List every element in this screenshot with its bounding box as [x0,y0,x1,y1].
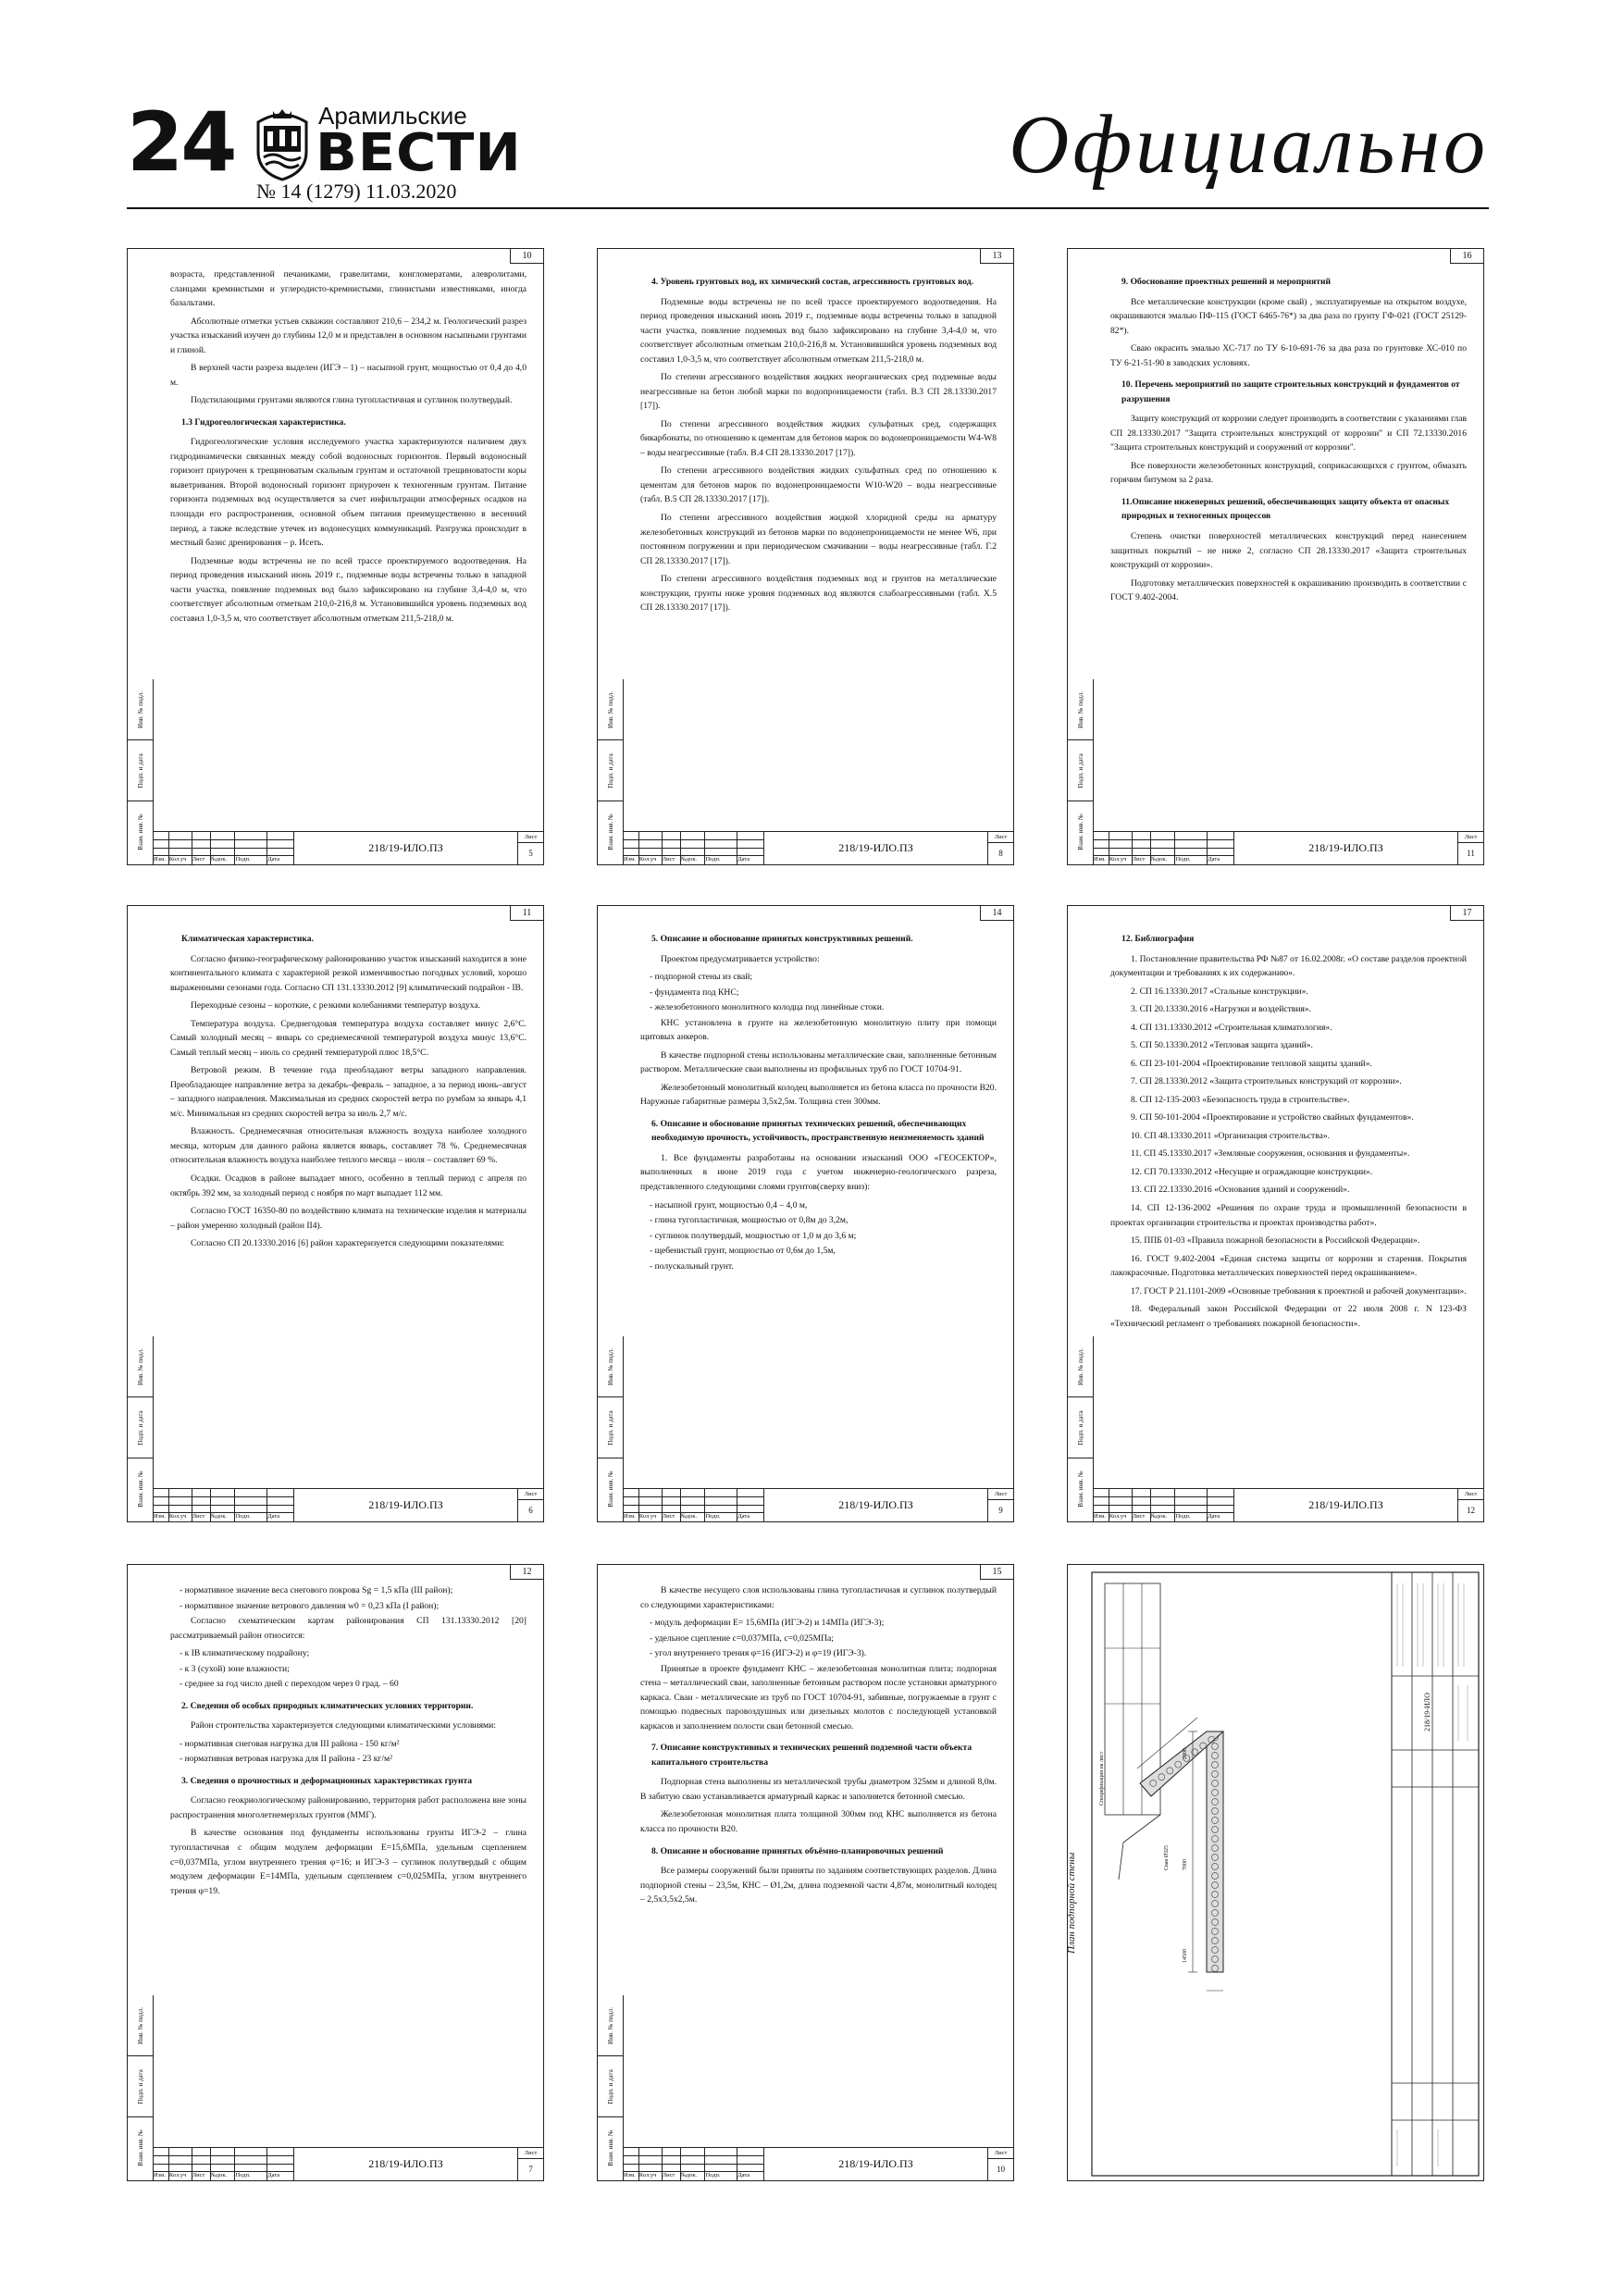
title-block-label: Изм. [624,1513,639,1521]
paragraph: 9. СП 50-101-2004 «Проектирование и устройство свайных фундаментов». [1131,1112,1414,1123]
document-sheet [1067,248,1484,865]
brand-top: Арамильские [318,102,467,130]
title-block-label: Дата [1208,1513,1220,1520]
paragraph: 14. СП 12-136-2002 «Решения по охране труда и промышленной безопасности в проектах организации строительства и проектах производства работ». [1110,1202,1467,1228]
side-strip-cell [128,801,153,863]
paragraph: 4. СП 131.13330.2012 «Строительная климатология». [1131,1022,1332,1033]
side-strip-label: Взам. инв. № [136,2129,144,2166]
paragraph: Подземные воды встречены не по всей трассе проектируемого водоотведения. На период проведения изысканий июнь 2019 г., подземные воды встречены только в западной части участка, появление подземных вод было зафиксировано на глубине 3,4-4,0 м, что соответствует абсолютным отметкам 210,0-216,8 м. Установившийся уровень подземных вод составил 1,0-3,5 м, что соответствует абсолютным отметкам 211,5-218,0 м. [640,296,997,365]
paragraph: В качестве основания под фундаменты использованы грунты ИГЭ-2 – глина тугопластичная с общим модулем деформации Е=15,6МПа, удельным сцеплением с=0,037МПа, углом внутреннего трения φ=16; и ИГЭ-3 – суглинок полутвердый с общим модулем деформации Е=14МПа, удельным сцеплением с=0,025МПа, углом внутреннего трения φ=19. [170,1828,527,1896]
paragraph: Влажность. Среднемесячная относительная влажность воздуха наиболее холодного месяца, которым для данного района является январь, составляет 78 %. Среднемесячная относительная влажность воздуха наиболее теплого месяца – июля – составляет 69 %. [170,1126,527,1166]
document-code: 218/19-ИЛО.ПЗ [838,2157,913,2170]
paragraph: - угол внутреннего трения φ=16 (ИГЭ-2) и φ=19 (ИГЭ-3). [650,1648,867,1659]
paragraph: - насыпной грунт, мощностью 0,4 – 4,0 м, [650,1199,808,1210]
sheet-side-strip [128,1995,154,2180]
paragraph: - удельное сцепление с=0,037МПа, с=0,025МПа; [650,1632,834,1644]
side-strip-label: Инв. № подл. [1076,1347,1084,1385]
section-heading: 9. Обоснование проектных решений и мероприятий [1121,277,1332,287]
paragraph: Подземные воды встречены не по всей трассе проектируемого водоотведения. На период проведения изысканий июнь 2019 г., подземные воды встречены только в западной части участка, появление подземных вод было зафиксировано на глубине 3,4-4,0 м, что соответствует абсолютным отметкам 210,0-216,8 м. Установившийся уровень подземных вод составил 1,0-3,5 м, что соответствует абсолютным отметкам 211,5-218,0 м. [170,555,527,624]
paragraph: 15. ППБ 01-03 «Правила пожарной безопасности в Российской Федерации». [1131,1235,1420,1247]
document-sheet [597,248,1014,865]
title-block-label: Лист [1133,856,1151,864]
section-heading: 8. Описание и обоснование принятых объёмно-планировочных решений [651,1845,944,1856]
paragraph: - суглинок полутвердый, мощностью от 1,0 м до 3,6 м; [650,1230,857,1241]
side-strip-label: Инв. № подл. [1076,690,1084,728]
title-block-label: Дата [737,2172,750,2179]
paragraph: - нормативная снеговая нагрузка для III района - 150 кг/м² [180,1738,400,1749]
paragraph: - к IВ климатическому подрайону; [180,1648,310,1659]
paragraph: 11. СП 45.13330.2017 «Земляные сооружения, основания и фундаменты». [1131,1148,1410,1160]
title-block-label: №док. [681,2172,706,2180]
section-heading: Климатическая характеристика. [181,934,314,944]
paragraph: В верхней части разреза выделен (ИГЭ – 1) – насыпной грунт, мощностью от 0,4 до 4,0 м. [170,363,527,388]
title-block-label: Лист [1133,1513,1151,1521]
sheet-text [640,925,997,1481]
title-block-label: Лист [663,2172,681,2180]
section-heading: 4. Уровень грунтовых вод, их химический состав, агрессивность грунтовых вод. [651,277,974,287]
drawing-plan-label: План подпорной стены [1066,1852,1077,1954]
masthead [127,96,1489,207]
title-block-grid [624,1489,764,1521]
paragraph: - подпорной стены из свай; [650,972,753,983]
title-block-label: Изм. [154,856,169,864]
title-block-label: №док. [211,1513,236,1521]
paragraph: Подпорная стена выполнены из металлической трубы диаметром 325мм и длиной 8,0м. В забитую сваю устанавливается арматурный каркас и заполняется бетонной смесью. [640,1777,997,1802]
title-block-label: Лист [663,856,681,864]
side-strip-cell [598,1458,623,1520]
paragraph: 1. Постановление правительства РФ №87 от 16.02.2008г. «О составе разделов проектной документации и требованиях к их содержанию». [1110,953,1467,979]
side-strip-cell [128,2056,153,2117]
paragraph: - щебенистый грунт, мощностью от 0,6м до 1,5м, [650,1246,836,1257]
paragraph: 3. СП 20.13330.2016 «Нагрузки и воздействия». [1131,1004,1312,1015]
paragraph: Все размеры сооружений были приняты по заданиям соответствующих разделов. Длина подпорной стены – 23,5м, КНС – Ø1,2м, длина подземной части 4,87м, монолитный колодец – 2,5х3,5х2,5м. [640,1866,997,1905]
sheet-number-box [517,2148,543,2180]
title-block-label: Подп. [235,856,267,864]
section-heading: 5. Описание и обоснование принятых конструктивных решений. [651,934,913,944]
sheet-stamp-number: 17 [1450,906,1483,921]
sheet-stamp-number: 16 [1450,249,1483,264]
side-strip-cell [1068,801,1093,863]
paragraph: - глина тугопластичная, мощностью от 0,8м до 3,2м, [650,1215,849,1226]
side-strip-cell [598,2117,623,2178]
paragraph: Температура воздуха. Среднегодовая температура воздуха составляет минус 2,6°С. Самый холодный месяц – январь со среднемесячной температурой воздуха минус 13,6°С. Самый теплый месяц – июль со средней температурой плюс 18,5°С. [170,1018,527,1058]
sheet-text [640,267,997,824]
paragraph: Степень очистки поверхностей металлических конструкций перед нанесением защитных покрытий – не ниже 2, согласно СП 28.13330.2017 «Защита строительных конструкций от коррозии». [1110,530,1467,571]
title-block-label: Кол.уч [639,1513,663,1521]
title-block-label: №док. [1151,856,1176,864]
sheet-side-strip [128,1336,154,1521]
document-code: 218/19-ИЛО.ПЗ [1308,1498,1383,1511]
sheet-number: 8 [998,849,1003,858]
paragraph: 12. СП 70.13330.2012 «Несущие и ограждающие конструкции». [1131,1166,1373,1177]
paragraph: Район строительства характеризуется следующими климатическими условиями: [191,1720,496,1731]
town-emblem-icon [254,105,310,181]
paragraph: 2. СП 16.13330.2017 «Стальные конструкции». [1131,986,1308,997]
title-block-label: Лист [192,1513,211,1521]
paragraph: Согласно СП 20.13330.2016 [6] район характеризуется следующими показателями: [191,1238,505,1249]
document-code: 218/19-ИЛО.ПЗ [368,841,443,854]
sheet-number: 12 [1467,1506,1475,1515]
title-block [1094,831,1483,864]
sheet-number-box [987,1489,1013,1521]
side-strip-label: Инв. № подл. [136,2006,144,2044]
sheet-text [170,1583,527,2140]
title-block-label: №док. [681,856,706,864]
sheet-frame [154,1565,543,2180]
side-strip-cell [598,1397,623,1458]
title-block-grid [624,832,764,864]
title-block-label: №док. [211,856,236,864]
paragraph: Осадки. Осадков в районе выпадает много, особенно в теплый период с апреля по октябрь 392 мм, за холодный период с ноября по март выпадает 112 мм. [170,1173,527,1198]
paragraph: Подстилающими грунтами являются глина тугопластичная и суглинок полутвердый. [191,395,513,406]
sheet-number-box [987,2148,1013,2180]
side-strip-cell [598,801,623,863]
paragraph: Согласно схематическим картам районирования СП 131.13330.2012 [20] рассматриваемый район относится: [170,1616,527,1641]
paragraph: Защиту конструкций от коррозии следует производить в соответствии с указаниями глав СП 28.13330.2017 "Защита строительных конструкций от коррозии" и СП 72.13330.2016 "Защита строительных конструкций и сооружений от коррозии". [1110,414,1467,453]
title-block-label: Изм. [1094,1513,1109,1521]
title-block-label: Кол.уч [1109,856,1133,864]
side-strip-cell [598,1336,623,1397]
title-block-label: Подп. [705,1513,737,1521]
side-strip-label: Подп. и дата [606,752,614,788]
side-strip-label: Подп. и дата [136,1409,144,1446]
paragraph: - среднее за год число дней с переходом через 0 град. – 60 [180,1679,399,1690]
title-block-label: Изм. [154,1513,169,1521]
paragraph: Проектом предусматривается устройство: [661,953,820,964]
paragraph: КНС установлена в грунте на железобетонную монолитную плиту при помощи щитовых анкеров. [640,1017,997,1043]
title-block-label: Кол.уч [169,2172,192,2180]
paragraph: - полускальный грунт. [650,1260,734,1272]
document-sheet [1067,905,1484,1522]
sheet-frame [154,906,543,1521]
title-block-grid [154,832,294,864]
title-block-label: Изм. [624,856,639,864]
side-strip-cell [1068,1458,1093,1520]
side-strip-cell [128,1458,153,1520]
sheet-text [1110,925,1467,1481]
paragraph: 8. СП 12-135-2003 «Безопасность труда в строительстве». [1131,1094,1350,1105]
sheet-label: Лист [988,832,1013,843]
side-strip-label: Взам. инв. № [1076,813,1084,850]
title-block-label: Изм. [624,2172,639,2180]
sheet-label: Лист [1458,832,1483,843]
side-strip-label: Подп. и дата [1076,1409,1084,1446]
title-block-label: Подп. [235,1513,267,1521]
sheet-number: 11 [1467,849,1475,858]
paragraph: 6. СП 23-101-2004 «Проектирование тепловой защиты зданий». [1131,1058,1372,1069]
title-block [1094,1488,1483,1521]
paragraph: Все металлические конструкции (кроме свай) , эксплуатируемые на открытом воздухе, окрашиваются эмалью ПФ-115 (ГОСТ 6465-76*) за два раза по грунту ГФ-021 (ГОСТ 25129-82*). [1110,296,1467,336]
title-block-label: Подп. [1175,1513,1208,1521]
side-strip-cell [128,2117,153,2178]
paragraph: - фундамента под КНС; [650,987,739,998]
side-strip-cell [1068,740,1093,801]
document-code: 218/19-ИЛО.ПЗ [838,841,913,854]
paragraph: 18. Федеральный закон Российской Федерации от 22 июля 2008 г. N 123-ФЗ «Технический регламент о требованиях пожарной безопасности». [1110,1304,1467,1329]
side-strip-cell [128,1995,153,2056]
sheet-number-box [517,832,543,864]
side-strip-label: Подп. и дата [136,2068,144,2104]
side-strip-cell [598,740,623,801]
title-block-grid [154,2148,294,2180]
section-heading: 6. Описание и обоснование принятых технических решений, обеспечивающих необходимую прочность, устойчивость, пространственную неизменяемость зданий [651,1118,985,1144]
paragraph: Согласно геокриологическому районированию, территория работ расположена вне зоны распространения многолетнемерзлых грунтов (ММГ). [170,1795,527,1820]
document-sheet [127,1564,544,2181]
title-block-label: Лист [192,856,211,864]
title-block-grid [624,2148,764,2180]
sheet-number: 7 [528,2165,533,2174]
paragraph: В качестве подпорной стены использованы металлические сваи, заполненные бетонным раствором. Металлические сваи выполнены из профильных труб по ГОСТ 10704-91. [640,1049,997,1075]
paragraph: По степени агрессивного воздействия жидкой хлоридной среды на арматуру железобетонных конструкций из бетонов марки по водонепроницаемости не менее W6, при постоянном погружении и при периодическом смачивании – воды неагрессивные (табл. Г.2 СП 28.13330.2017 [17]). [640,512,997,566]
side-strip-label: Инв. № подл. [606,690,614,728]
paragraph: Сваю окрасить эмалью ХС-717 по ТУ 6-10-691-76 за два раза по грунтовке ХС-010 по ТУ 6-21-51-90 в заводских условиях. [1110,343,1467,368]
brand-main: ВЕСТИ [316,123,522,183]
side-strip-cell [128,1397,153,1458]
drawing-stamp-code: 218/19-ИЛО [1423,1693,1431,1731]
sheet-frame [154,249,543,864]
paragraph: 5. СП 50.13330.2012 «Тепловая защита зданий». [1131,1040,1313,1051]
drawing-sheet [1067,1564,1484,2181]
section-heading: 2. Сведения об особых природных климатических условиях территории. [181,1700,474,1711]
title-block-label: Подп. [235,2172,267,2180]
side-strip-label: Взам. инв. № [136,813,144,850]
side-strip-cell [598,679,623,740]
sheet-label: Лист [988,2148,1013,2159]
side-strip-cell [128,679,153,740]
title-block-label: Дата [737,1513,750,1520]
paragraph: Переходные сезоны – короткие, с резкими колебаниями температур воздуха. [191,1000,481,1011]
paragraph: Абсолютные отметки устьев скважин составляют 210,6 – 234,2 м. Геологический разрез участка изысканий изучен до глубины 12,0 м и представлен в основном насыпными грунтами и глиной. [170,316,527,355]
paragraph: 17. ГОСТ Р 21.1101-2009 «Основные требования к проектной и рабочей документации». [1131,1285,1467,1297]
paragraph: 13. СП 22.13330.2016 «Основания зданий и сооружений». [1131,1185,1350,1196]
side-strip-label: Инв. № подл. [136,1347,144,1385]
retaining-wall-plan [1068,1565,1485,2182]
sheet-frame [1094,906,1483,1521]
side-strip-cell [128,1336,153,1397]
section-heading: 7. Описание конструктивных и технических решений подземной части объекта капитального строительства [651,1743,973,1768]
paragraph: По степени агрессивного воздействия жидких сульфатных сред, содержащих бикарбонаты, по отношению к цементам для бетонов марок по водонепроницаемости W4-W8 – воды неагрессивные (табл. В.4 СП 28.13330.2017 [17]). [640,418,997,458]
title-block-grid [1094,1489,1234,1521]
side-strip-label: Инв. № подл. [136,690,144,728]
title-block [624,831,1013,864]
side-strip-cell [1068,1397,1093,1458]
sheet-stamp-number: 14 [980,906,1013,921]
sheet-number: 5 [528,849,533,858]
drawing-pile-label: Свая Ø325 [1164,1844,1170,1870]
section-heading: 11.Описание инженерных решений, обеспечивающих защиту объекта от опасных природных и техногенных процессов [1121,496,1450,522]
sheet-label: Лист [518,2148,543,2159]
sheet-stamp-number: 15 [980,1565,1013,1580]
sheet-number: 9 [998,1506,1003,1515]
title-block-label: Изм. [154,2172,169,2180]
paragraph: 7. СП 28.13330.2012 «Защита строительных конструкций от коррозии». [1131,1076,1402,1087]
paragraph: Все поверхности железобетонных конструкций, соприкасающихся с грунтом, обмазать горячим битумом за 2 раза. [1110,460,1467,486]
title-block-label: Подп. [705,2172,737,2180]
side-strip-label: Инв. № подл. [606,2006,614,2044]
sheet-label: Лист [518,832,543,843]
title-block [624,2147,1013,2180]
paragraph: Железобетонный монолитный колодец выполняется из бетона класса по прочности В20. Наружные габаритные размеры 3,5х2,5м. Толщина стен 300мм. [640,1082,997,1108]
paragraph: По степени агрессивного воздействия жидких сульфатных сред по отношению к цементам для бетонов марок по водонепроницаемости W10-W20 – воды неагрессивные (табл. В.5 СП 28.13330.2017 [17]). [640,465,997,505]
side-strip-cell [598,1995,623,2056]
side-strip-label: Подп. и дата [136,752,144,788]
sheet-number-box [1457,832,1483,864]
paragraph: Принятые в проекте фундамент КНС – железобетонная монолитная плита; подпорная стена – металлический сваи, заполненные бетонным раствором после установки арматурного каркаса. Сваи - металлические из труб по ГОСТ 10704-91, забивные, погружаемые в грунт с помощью подвесных паровоздушных или дизельных молотов с последующей установкой каркасов и заполнением полости сваи бетонной смесью. [640,1663,997,1731]
document-sheet [127,248,544,865]
title-block-label: №док. [681,1513,706,1521]
title-block-label: Лист [663,1513,681,1521]
sheet-label: Лист [518,1489,543,1500]
paragraph: - модуль деформации Е= 15,6МПа (ИГЭ-2) и 14МПа (ИГЭ-3); [650,1618,885,1629]
paragraph: Гидрогеологические условия исследуемого участка характеризуются наличием двух гидродинамически связанных между собой водоносных горизонтов. Первый водоносный горизонт приурочен к трещиноватым скальным грунтам и остаточной трещиноватости коры выветривания. Второй водоносный горизонт приурочен к техногенным грунтам. Питание горизонта подземных вод осуществляется за счет инфильтрации атмосферных осадков на площади его распространения, основной объем питания преимущественно в весенний период, а также вследствие утечек из водонесущих коммуникаций. Разгрузка происходит в местный базис дренирования – р. Исеть. [170,437,527,549]
issue-info: № 14 (1279) 11.03.2020 [256,180,457,203]
side-strip-cell [1068,1336,1093,1397]
title-block-label: Кол.уч [1109,1513,1133,1521]
sheet-text [170,925,527,1481]
sheet-stamp-number: 13 [980,249,1013,264]
sheet-number-box [517,1489,543,1521]
side-strip-label: Взам. инв. № [606,1471,614,1508]
drawing-spec-label: Спецификация на лист [1099,1751,1105,1806]
document-sheet [597,905,1014,1522]
document-sheet [597,1564,1014,2181]
sheet-side-strip [1068,679,1094,864]
sheet-side-strip [598,1995,624,2180]
sheet-text [1110,267,1467,824]
side-strip-cell [128,740,153,801]
side-strip-label: Подп. и дата [1076,752,1084,788]
sheet-label: Лист [988,1489,1013,1500]
title-block [154,1488,543,1521]
title-block-label: Дата [267,2172,280,2179]
paragraph: - нормативное значение веса снегового покрова Sg = 1,5 кПа (III район); [180,1585,453,1595]
title-block-label: Подп. [705,856,737,864]
side-strip-label: Подп. и дата [606,1409,614,1446]
sheet-stamp-number: 12 [510,1565,543,1580]
title-block-grid [1094,832,1234,864]
paragraph: Железобетонная монолитная плита толщиной 300мм под КНС выполняется из бетона класса по прочности В20. [640,1809,997,1834]
sheet-side-strip [128,679,154,864]
side-strip-label: Взам. инв. № [606,813,614,850]
title-block-label: №док. [1151,1513,1176,1521]
title-block-label: Изм. [1094,856,1109,864]
sheet-side-strip [598,1336,624,1521]
title-block-label: Кол.уч [169,856,192,864]
section-heading: 10. Перечень мероприятий по защите строительных конструкций и фундаментов от разрушения [1121,379,1460,404]
title-block [624,1488,1013,1521]
title-block-label: Дата [1208,856,1220,863]
title-block-label: Дата [737,856,750,863]
document-code: 218/19-ИЛО.ПЗ [838,1498,913,1511]
paragraph: В качестве несущего слоя использованы глина тугопластичная и суглинок полутвердый со следующими характеристиками: [640,1585,997,1610]
title-block-label: Кол.уч [639,2172,663,2180]
sheet-frame [1094,249,1483,864]
sheet-label: Лист [1458,1489,1483,1500]
sheet-stamp-number: 11 [510,906,543,921]
sheet-frame [624,249,1013,864]
side-strip-label: Взам. инв. № [1076,1471,1084,1508]
side-strip-label: Взам. инв. № [136,1471,144,1508]
document-code: 218/19-ИЛО.ПЗ [368,1498,443,1511]
section-heading: 1.3 Гидрогеологическая характеристика. [181,416,346,428]
paragraph: Согласно ГОСТ 16350-80 по воздействию климата на технические изделия и материалы – район умеренно холодный (район II4). [170,1206,527,1231]
side-strip-label: Взам. инв. № [606,2129,614,2166]
title-block-label: Кол.уч [169,1513,192,1521]
sheet-text [170,267,527,824]
drawing-dim-2: 7000 [1183,1859,1188,1870]
drawing-dim-3: 14500 [1183,1949,1188,1963]
document-code: 218/19-ИЛО.ПЗ [368,2157,443,2170]
paragraph: По степени агрессивного воздействия жидких неорганических сред подземные воды неагрессивные на бетон любой марки по водопроницаемости (табл. В.3 СП 28.13330.2017 [17]). [640,372,997,412]
side-strip-label: Подп. и дата [606,2068,614,2104]
section-heading: 12. Библиография [1121,934,1195,944]
paragraph: - нормативное значение ветрового давления w0 = 0,23 кПа (I район); [180,1600,440,1611]
sheet-frame [624,906,1013,1521]
sheet-side-strip [598,679,624,864]
side-strip-cell [1068,679,1093,740]
sheet-number-box [987,832,1013,864]
paragraph: Подготовку металлических поверхностей к окрашиванию производить в соответствии с ГОСТ 9.402-2004. [1110,577,1467,603]
sheet-side-strip [1068,1336,1094,1521]
masthead-rule [127,207,1489,209]
sheet-number: 6 [528,1506,533,1515]
title-block-label: Дата [267,1513,280,1520]
page-number: 24 [127,94,235,190]
paragraph: - нормативная ветровая нагрузка для II района - 23 кг/м² [180,1754,392,1765]
paragraph: возраста, представленной печаниками, гравелитами, конгломератами, алевролитами, сланцами кремнистыми и углеродисто-кремнистыми, глинистыми известняками, иногда базальтами. [170,269,527,309]
sheet-number-box [1457,1489,1483,1521]
paragraph: 10. СП 48.13330.2011 «Организация строительства». [1131,1130,1331,1141]
title-block-label: Дата [267,856,280,863]
paragraph: По степени агрессивного воздействия подземных вод и грунтов на металлические конструкции, грунты ниже уровня подземных вод являются слабоагрессивными (табл. Х.5 СП 28.13330.2017 [17]). [640,574,997,614]
title-block [154,831,543,864]
title-block-label: Кол.уч [639,856,663,864]
section-heading: 3. Сведения о прочностных и деформационных характеристиках грунта [181,1775,473,1786]
section-title: Официально [1009,99,1489,191]
paragraph: - железобетонного монолитного колодца под линейные стоки. [650,1002,885,1013]
paragraph: Согласно физико-географическому районированию участок изысканий находится в зоне континентального климата с характерной резкой изменчивостью погодных условий, хорошо выраженными сезонами года. Согласно СП 131.13330.2012 [9] климатический подрайон - IВ. [170,953,527,993]
title-block-label: №док. [211,2172,236,2180]
sheet-text [640,1583,997,2140]
sheet-stamp-number: 10 [510,249,543,264]
title-block-label: Подп. [1175,856,1208,864]
sheet-number: 10 [997,2165,1005,2174]
side-strip-label: Инв. № подл. [606,1347,614,1385]
document-code: 218/19-ИЛО.ПЗ [1308,841,1383,854]
paragraph: 1. Все фундаменты разработаны на основании изысканий ООО «ГЕОСЕКТОР», выполненных в июне 2019 года с учетом инженерно-геологического разреза, представленного следующими слоями грунтов(сверху вниз): [640,1152,997,1192]
title-block-label: Лист [192,2172,211,2180]
paragraph: 16. ГОСТ 9.402-2004 «Единая система защиты от коррозии и старения. Покрытия лакокрасочные. Подготовка металлических поверхностей перед окрашиванием». [1110,1253,1467,1279]
paragraph: Ветровой режим. В течение года преобладают ветры западного направления. Преобладающее направление ветра за декабрь–февраль – западное, а за период июнь–август – западного направления. Максимальная из средних скоростей ветра по румбам за январь 4,1 м/с. Минимальная из средних скоростей ветра за июль 2,7 м/с. [170,1065,527,1119]
paragraph: - к 3 (сухой) зоне влажности; [180,1663,290,1674]
side-strip-cell [598,2056,623,2117]
title-block [154,2147,543,2180]
drawing-dim-1: 2000 [1183,1748,1188,1759]
sheet-frame [624,1565,1013,2180]
document-sheet [127,905,544,1522]
title-block-grid [154,1489,294,1521]
